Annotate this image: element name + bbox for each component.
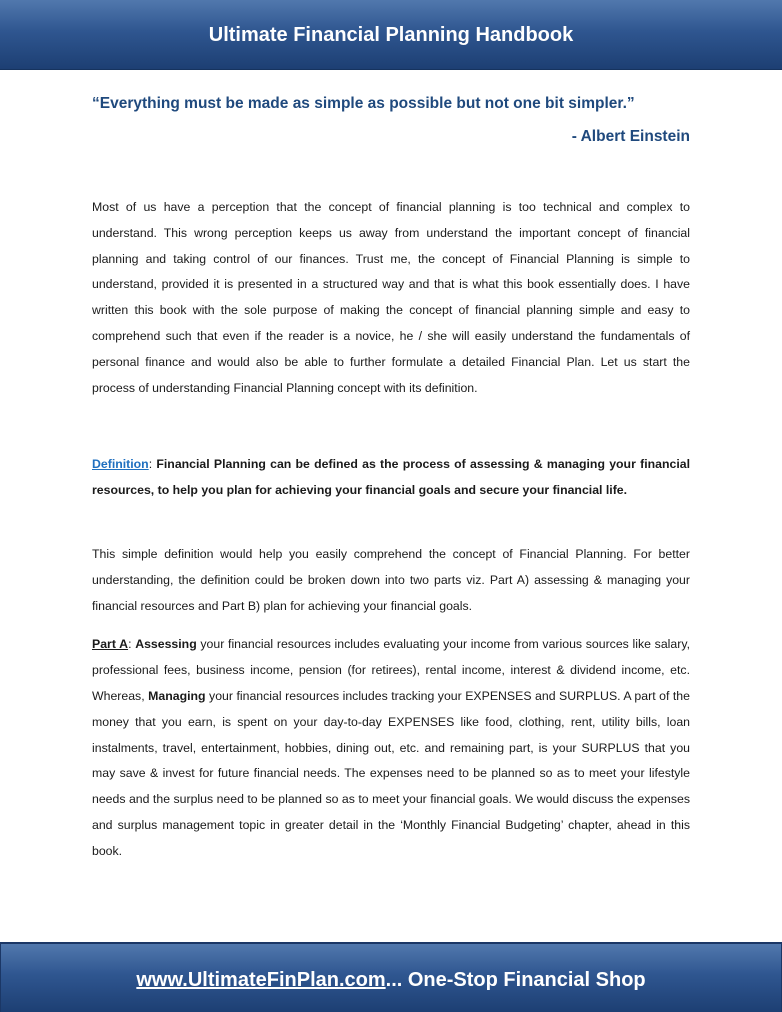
einstein-quote: “Everything must be made as simple as possible but not one bit simpler.” [92,95,635,112]
page-content [92,88,690,865]
intro-paragraph: Most of us have a perception that the concept of financial planning is too technical and complex to understand. This wrong perception keeps us away from understand the important concept of financial planning and taking control of our finances. Trust me, the concept of Financial Planning is simple to understand, provided it is presented in a structured way and that is what this book essentially does. I have written this book with the sole purpose of making the concept of financial planning simple and easy to comprehend such that even if the reader is a novice, he / she will easily understand the fundamentals of personal finance and would also be able to further formulate a detailed Financial Plan. Let us start the process of understanding Financial Planning concept with its definition. [92,200,690,395]
footer-banner [0,942,782,1012]
managing-term: Managing [148,688,206,703]
definition-text: Financial Planning can be defined as the process of assessing & managing your financial resources, to help you plan for achieving your financial goals and secure your financial life. [92,457,690,498]
part-a-colon: : [128,637,136,652]
assessing-term: Assessing [135,637,197,652]
definition-colon: : [148,457,157,472]
part-a-text-2: your financial resources includes tracking your EXPENSES and SURPLUS. A part of the money that you earn, is spent on your day-to-day EXPENSES like food, clothing, rent, utility bills, loan instalments, travel, entertainment, hobbies, dining out, etc. and remaining part, is your SURPLUS that you may save & invest for future financial needs. The expenses need to be planned so as to meet your lifestyle needs and the surplus need to be planned so as to meet your financial goals. We would discuss the expenses and surplus management topic in greater detail in the ‘Monthly Financial Budgeting’ chapter, ahead in this book. [92,688,690,858]
header-title: Ultimate Financial Planning Handbook [208,24,574,46]
footer-site-link[interactable]: www.UltimateFinPlan.com [136,969,386,991]
definition-paragraph [92,452,690,504]
footer-tagline: ... One-Stop Financial Shop [385,969,646,991]
definition-term-link[interactable]: Definition [92,457,149,472]
part-a-label: Part A [92,637,129,652]
header-banner [0,0,782,70]
part-a-text-1: your financial resources includes evaluating your income from various sources like salary, professional fees, business income, pension (for retirees), rental income, interest & dividend income, etc. Whereas, [92,637,690,703]
quote-author: - Albert Einstein [571,128,690,145]
part-a-paragraph [92,632,690,864]
simple-definition-paragraph: This simple definition would help you easily comprehend the concept of Financial Planning. For better understanding, the definition could be broken down into two parts viz. Part A) assessing & managing your financial resources and Part B) plan for achieving your financial goals. [92,546,690,613]
